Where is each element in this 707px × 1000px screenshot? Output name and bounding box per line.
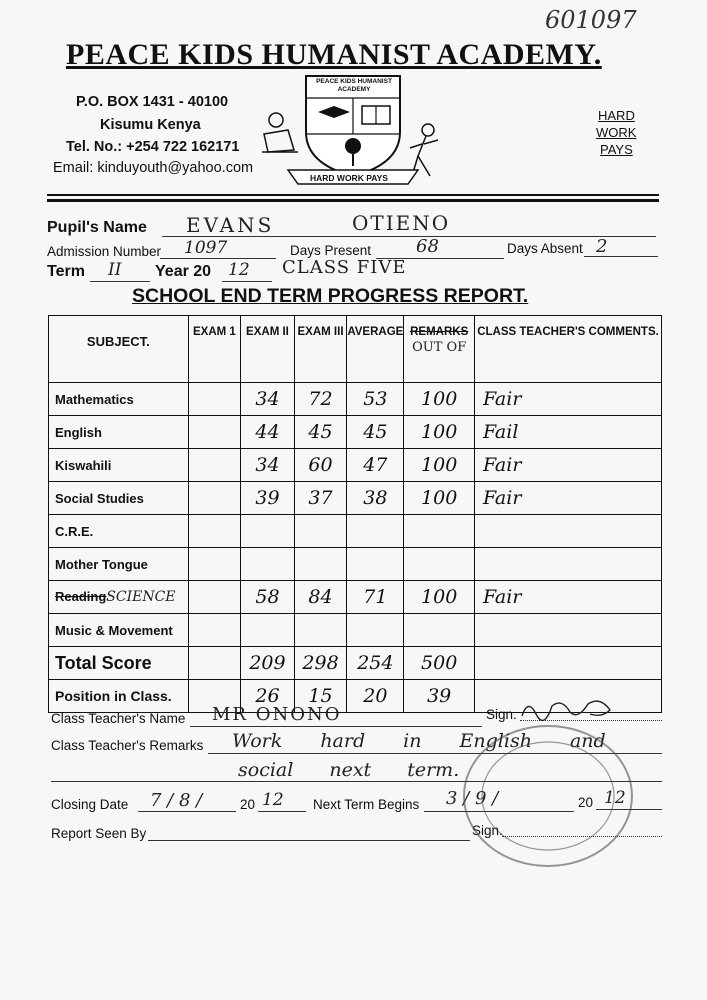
out-of-cell xyxy=(404,614,475,647)
subject-name: Music & Movement xyxy=(55,622,173,638)
subject-row xyxy=(49,548,662,581)
exam2-cell xyxy=(241,548,295,581)
teacher-signature xyxy=(518,696,618,724)
exam1-cell xyxy=(188,581,241,614)
subject-row xyxy=(49,383,662,416)
total-average: 254 xyxy=(347,647,404,680)
total-exam2: 209 xyxy=(241,647,295,680)
comment-cell: Fair xyxy=(475,383,662,416)
school-tel: Tel. No.: +254 722 162171 xyxy=(66,139,240,155)
closing-date-line xyxy=(138,811,236,812)
position-out-of: 39 xyxy=(404,680,475,713)
closing-year-line xyxy=(258,811,306,812)
teacher-name-label: Class Teacher's Name xyxy=(51,711,186,726)
pupil-first-name: EVANS xyxy=(186,213,275,237)
marks-table xyxy=(48,315,662,713)
comment-cell: Fail xyxy=(475,416,662,449)
closing-date: 7 / 8 / xyxy=(150,790,203,811)
exam2-cell: 44 xyxy=(241,416,295,449)
out-of-cell: 100 xyxy=(404,581,475,614)
teacher-remarks-line-1: Work hard in English and xyxy=(232,730,606,752)
table-header-row xyxy=(49,316,662,383)
comment-cell: Fair xyxy=(475,482,662,515)
report-seen-line xyxy=(148,840,470,841)
total-exam1 xyxy=(188,647,241,680)
school-stamp xyxy=(460,722,636,870)
crest-top-text: PEACE KIDS HUMANIST ACADEMY xyxy=(316,78,392,93)
header-exam3: EXAM III xyxy=(294,316,347,383)
pupil-name-label: Pupil's Name xyxy=(47,219,147,236)
school-crest-logo xyxy=(258,72,448,190)
total-out-of: 500 xyxy=(404,647,475,680)
school-name: PEACE KIDS HUMANIST ACADEMY. xyxy=(66,38,602,71)
header-comments: CLASS TEACHER'S COMMENTS. xyxy=(475,316,662,383)
header-remarks xyxy=(404,316,475,383)
exam1-cell xyxy=(188,515,241,548)
motto-line-2: WORK xyxy=(596,125,637,140)
admission-number: 1097 xyxy=(184,238,228,258)
exam1-cell xyxy=(188,548,241,581)
out-of-cell: 100 xyxy=(404,383,475,416)
subject-row xyxy=(49,482,662,515)
exam1-cell xyxy=(188,416,241,449)
next-term-label: Next Term Begins xyxy=(313,797,420,812)
school-email: Email: kinduyouth@yahoo.com xyxy=(53,160,254,176)
average-cell: 71 xyxy=(347,581,404,614)
header-rule-bottom xyxy=(47,199,659,202)
next-term-20: 20 xyxy=(578,795,594,810)
subject-row xyxy=(49,449,662,482)
out-of-cell xyxy=(404,515,475,548)
class-value: CLASS FIVE xyxy=(282,257,407,278)
header-exam1: EXAM 1 xyxy=(188,316,241,383)
average-cell xyxy=(347,614,404,647)
position-exam2: 26 xyxy=(241,680,295,713)
days-absent: 2 xyxy=(596,236,608,257)
total-label: Total Score xyxy=(49,647,189,680)
subject-name: Reading xyxy=(55,589,107,604)
average-cell: 47 xyxy=(347,449,404,482)
exam2-cell xyxy=(241,515,295,548)
subject-row xyxy=(49,614,662,647)
exam3-cell: 45 xyxy=(294,416,347,449)
subject-cell xyxy=(49,548,189,581)
average-cell xyxy=(347,515,404,548)
term-value: II xyxy=(108,260,122,280)
exam2-cell: 39 xyxy=(241,482,295,515)
school-address: P.O. BOX 1431 - 40100 xyxy=(76,94,229,110)
closing-date-label: Closing Date xyxy=(51,797,129,812)
next-term-date: 3 / 9 / xyxy=(446,788,499,809)
out-of-cell: 100 xyxy=(404,482,475,515)
subject-row xyxy=(49,416,662,449)
exam1-cell xyxy=(188,449,241,482)
exam3-cell: 37 xyxy=(294,482,347,515)
year-label: Year 20 xyxy=(155,263,212,280)
term-line xyxy=(90,281,150,282)
subject-row xyxy=(49,515,662,548)
admission-line xyxy=(160,258,276,259)
subject-name: Kiswahili xyxy=(55,457,112,473)
subject-cell xyxy=(49,383,189,416)
exam3-cell xyxy=(294,614,347,647)
header-subject: SUBJECT. xyxy=(49,316,189,383)
teacher-remarks-label: Class Teacher's Remarks xyxy=(51,738,204,753)
average-cell: 38 xyxy=(347,482,404,515)
days-absent-label: Days Absent xyxy=(507,241,583,256)
closing-20: 20 xyxy=(240,797,256,812)
header-remarks-label: REMARKS xyxy=(410,326,469,338)
exam3-cell xyxy=(294,515,347,548)
motto-line-1: HARD xyxy=(598,108,635,123)
teacher-name: MR ONONO xyxy=(212,704,342,725)
header-average: AVERAGE xyxy=(347,316,404,383)
year-line xyxy=(222,281,272,282)
subject-cell xyxy=(49,416,189,449)
subject-name: English xyxy=(55,424,102,440)
subject-cell xyxy=(49,482,189,515)
comment-cell xyxy=(475,548,662,581)
document-number: 601097 xyxy=(545,6,637,34)
subject-cell xyxy=(49,449,189,482)
days-present-label: Days Present xyxy=(290,243,372,258)
subject-handwritten: SCIENCE xyxy=(106,589,176,605)
exam1-cell xyxy=(188,482,241,515)
year-value: 12 xyxy=(228,260,250,280)
exam1-cell xyxy=(188,614,241,647)
crest-banner-text: HARD WORK PAYS xyxy=(310,173,388,183)
subject-cell xyxy=(49,581,189,614)
subject-name: C.R.E. xyxy=(55,523,94,539)
comment-cell: Fair xyxy=(475,581,662,614)
exam3-cell: 60 xyxy=(294,449,347,482)
average-cell: 53 xyxy=(347,383,404,416)
comment-cell xyxy=(475,515,662,548)
position-exam3: 15 xyxy=(294,680,347,713)
exam2-cell xyxy=(241,614,295,647)
subject-row xyxy=(49,581,662,614)
exam3-cell: 72 xyxy=(294,383,347,416)
school-city: Kisumu Kenya xyxy=(100,117,201,133)
subject-name: Mother Tongue xyxy=(55,556,148,572)
days-present: 68 xyxy=(416,236,439,257)
position-average: 20 xyxy=(347,680,404,713)
next-term-year: 12 xyxy=(604,788,626,808)
exam2-cell: 58 xyxy=(241,581,295,614)
header-out-of: OUT OF xyxy=(412,340,467,355)
report-title: SCHOOL END TERM PROGRESS REPORT. xyxy=(132,285,529,307)
average-cell: 45 xyxy=(347,416,404,449)
report-seen-label: Report Seen By xyxy=(51,826,147,841)
teacher-remarks-line-2: social next term. xyxy=(238,759,460,781)
total-row xyxy=(49,647,662,680)
out-of-cell: 100 xyxy=(404,449,475,482)
exam2-cell: 34 xyxy=(241,449,295,482)
term-label: Term xyxy=(47,263,85,280)
out-of-cell xyxy=(404,548,475,581)
subject-cell xyxy=(49,614,189,647)
sign2-label: Sign. xyxy=(472,823,503,838)
subject-cell xyxy=(49,515,189,548)
sign-label: Sign. xyxy=(486,707,517,722)
exam2-cell: 34 xyxy=(241,383,295,416)
subject-name: Mathematics xyxy=(55,391,134,407)
comment-cell xyxy=(475,614,662,647)
total-exam3: 298 xyxy=(294,647,347,680)
subject-name: Social Studies xyxy=(55,490,144,506)
admission-label: Admission Number xyxy=(47,244,162,259)
exam3-cell: 84 xyxy=(294,581,347,614)
closing-year: 12 xyxy=(262,790,284,810)
position-label: Position in Class. xyxy=(49,680,189,713)
total-comment xyxy=(475,647,662,680)
header-exam2: EXAM II xyxy=(241,316,295,383)
out-of-cell: 100 xyxy=(404,416,475,449)
exam3-cell xyxy=(294,548,347,581)
average-cell xyxy=(347,548,404,581)
header-rule-top xyxy=(47,194,659,196)
exam1-cell xyxy=(188,383,241,416)
comment-cell: Fair xyxy=(475,449,662,482)
teacher-name-line xyxy=(190,726,482,727)
motto-line-3: PAYS xyxy=(600,142,633,157)
pupil-last-name: OTIENO xyxy=(352,211,451,235)
